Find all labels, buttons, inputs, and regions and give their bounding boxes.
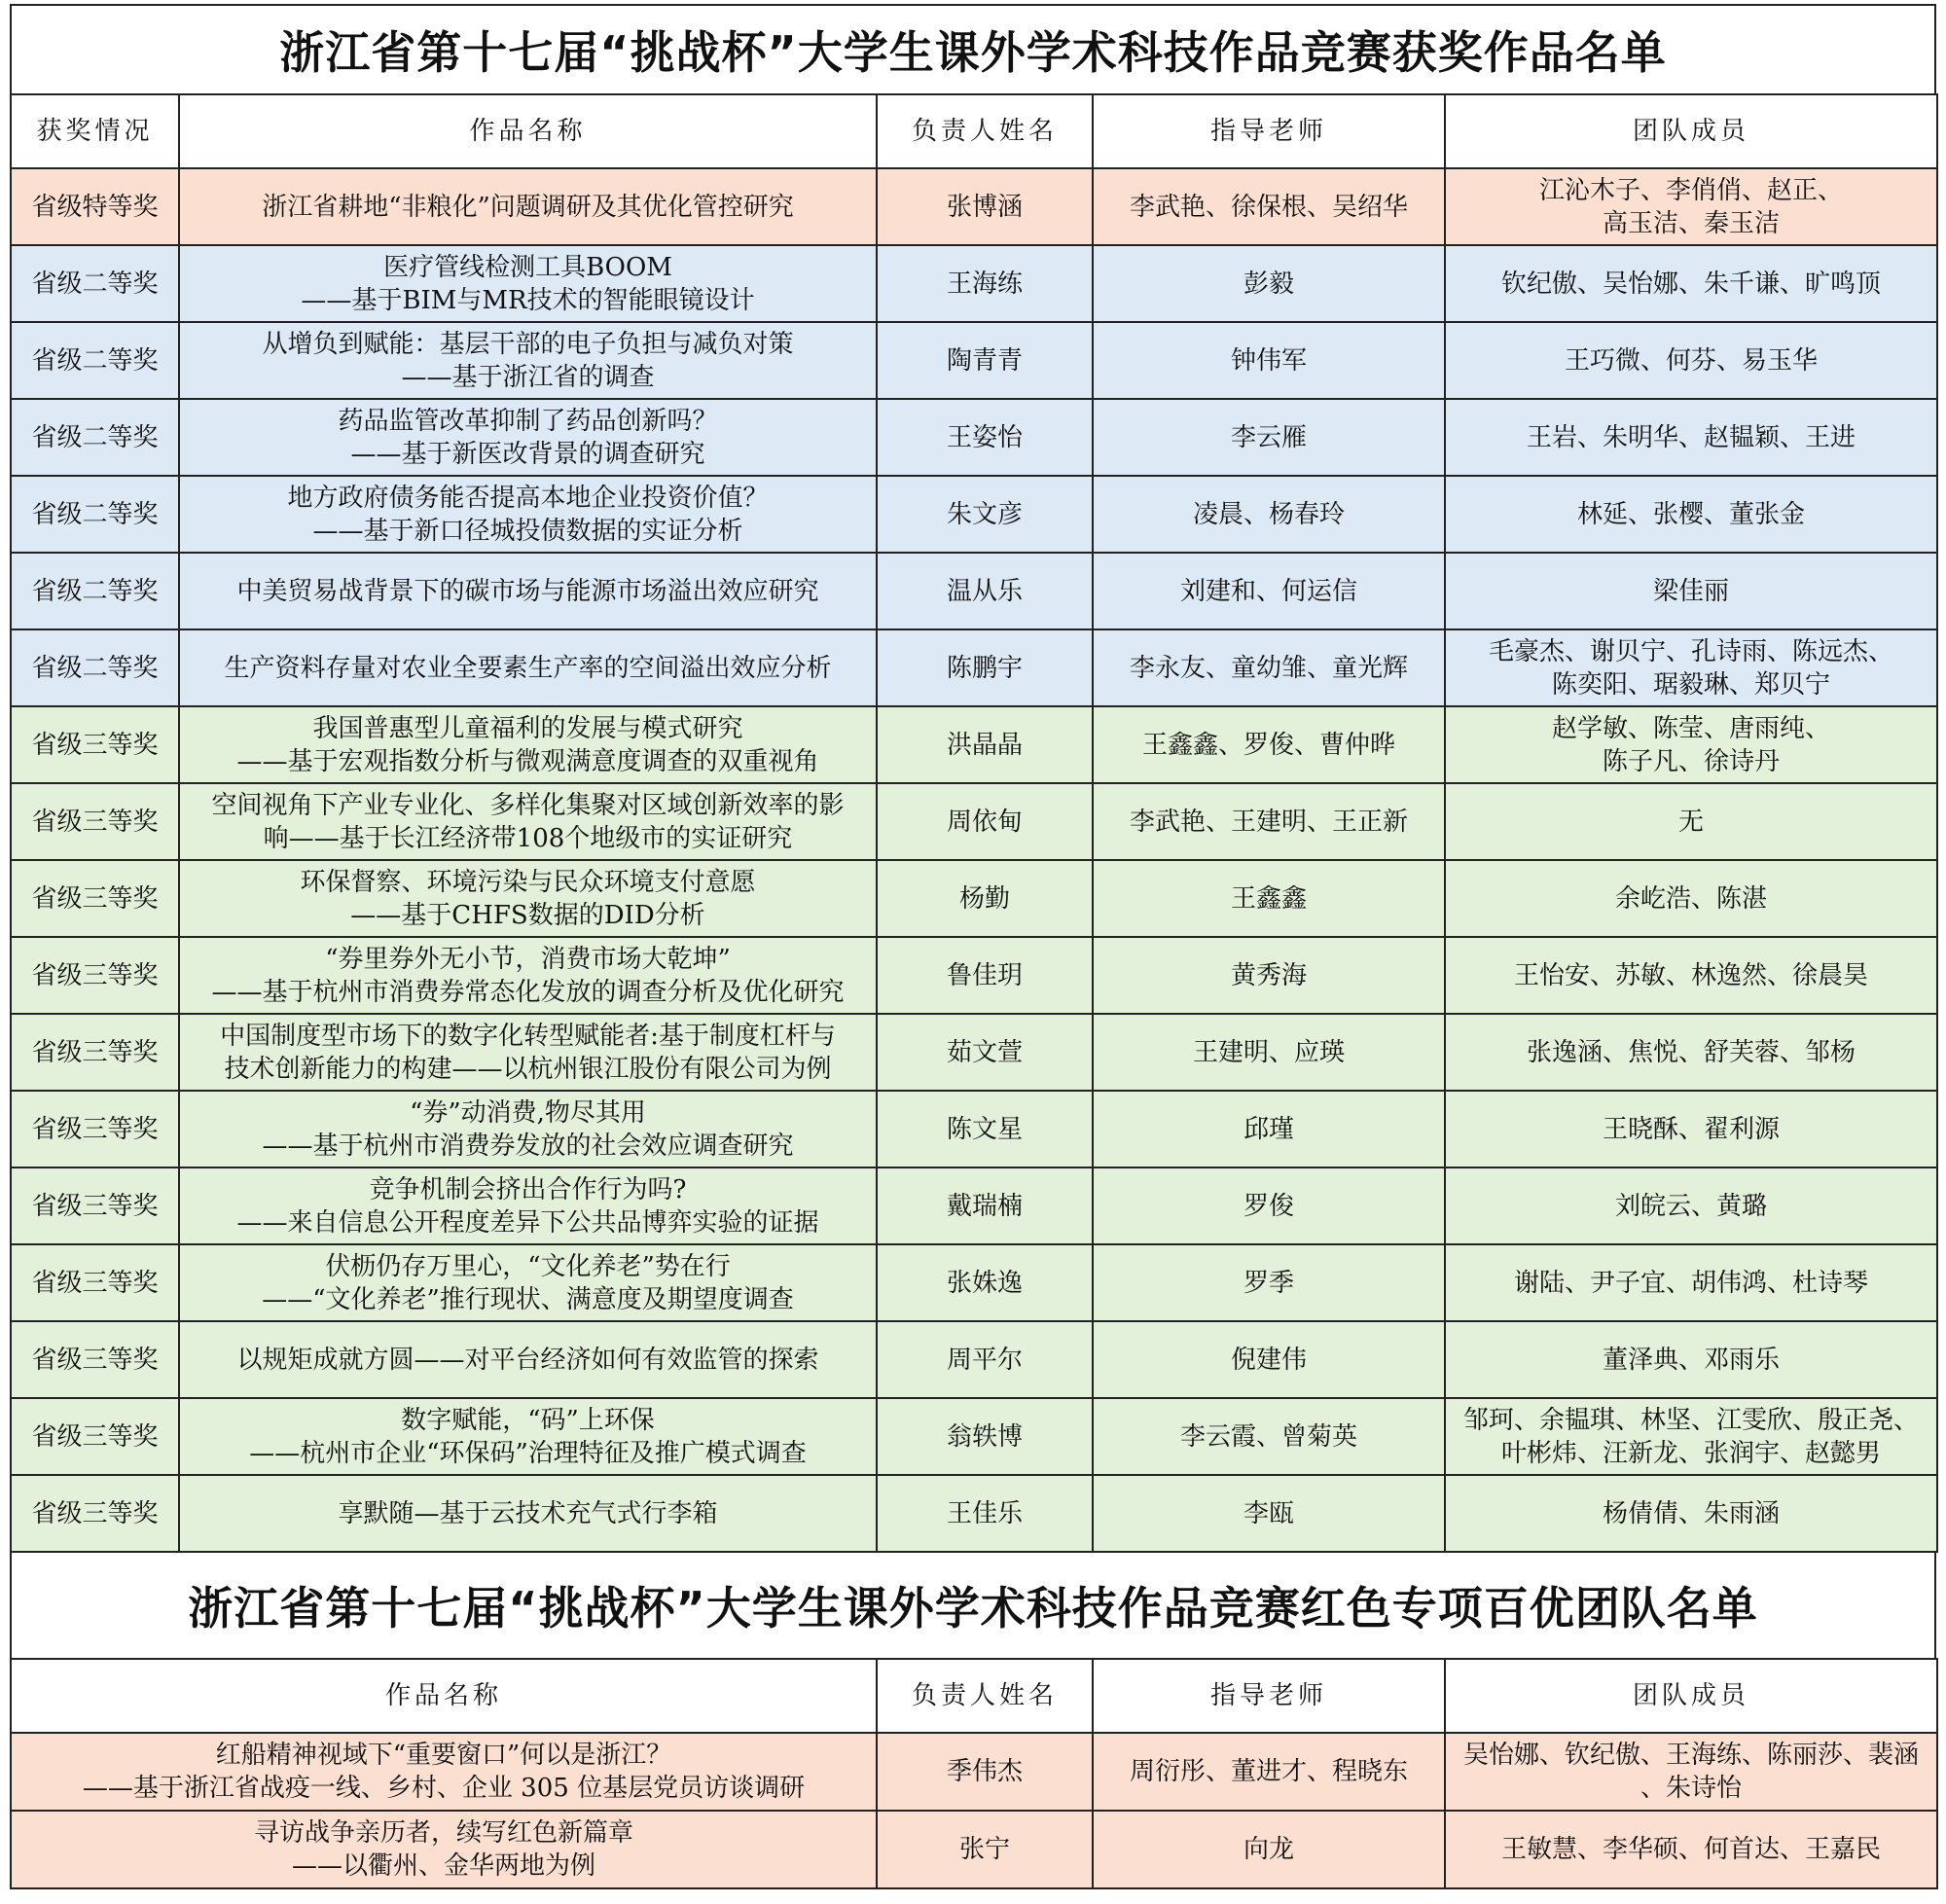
team-members-line: 钦纪傲、吴怡娜、朱千谦、旷鸣顶 [1500, 269, 1881, 299]
team-members [1445, 476, 1937, 553]
work-title [179, 937, 877, 1014]
work-title-line: 药品监管改革抑制了药品创新吗？ [338, 406, 718, 436]
work-title-line: ——来自信息公开程度差异下公共品博弈实验的证据 [236, 1207, 819, 1238]
leader-name: 杨勤 [877, 860, 1093, 937]
work-title-line: ——“文化养老”推行现状、满意度及期望度调查 [262, 1284, 794, 1314]
advisor-names: 凌晨、杨春玲 [1093, 476, 1445, 553]
team-members-line: 叶彬炜、汪新龙、张润宇、赵懿男 [1500, 1438, 1881, 1468]
team-members-line: 董泽典、邓雨乐 [1602, 1345, 1780, 1375]
leader-name: 张博涵 [877, 168, 1093, 245]
team-members [1445, 1014, 1937, 1091]
header-work: 作品名称 [179, 94, 877, 168]
award-level: 省级二等奖 [11, 553, 179, 629]
leader-name: 陈文星 [877, 1091, 1093, 1168]
award-list-sheet [10, 4, 1936, 1889]
table-row [11, 1811, 1937, 1888]
table-row [11, 168, 1937, 245]
leader-name: 洪晶晶 [877, 706, 1093, 783]
team-members [1445, 860, 1937, 937]
red-header-advisor: 指导老师 [1093, 1659, 1445, 1733]
advisor-names: 邱瑾 [1093, 1091, 1445, 1168]
table-row [11, 322, 1937, 399]
advisor-names: 王鑫鑫、罗俊、曹仲晔 [1093, 706, 1445, 783]
work-title-line: ——以衢州、金华两地为例 [291, 1851, 595, 1881]
work-title [179, 1168, 877, 1244]
advisor-names: 李武艳、徐保根、吴绍华 [1093, 168, 1445, 245]
leader-name: 陶青青 [877, 322, 1093, 399]
work-title-line: 伏枥仍存万里心，“文化养老”势在行 [325, 1251, 731, 1281]
leader-name: 周依甸 [877, 783, 1093, 860]
table-row [11, 399, 1937, 476]
advisor-names: 王鑫鑫 [1093, 860, 1445, 937]
table-row [11, 1398, 1937, 1475]
header-advisor: 指导老师 [1093, 94, 1445, 168]
leader-name: 戴瑞楠 [877, 1168, 1093, 1244]
award-level: 省级三等奖 [11, 1014, 179, 1091]
team-members [1445, 1475, 1937, 1552]
work-title [179, 629, 877, 706]
header-members: 团队成员 [1445, 94, 1937, 168]
work-title-line: ——基于浙江省战疫一线、乡村、企业 305 位基层党员访谈调研 [82, 1774, 806, 1803]
team-members [1445, 168, 1937, 245]
award-level: 省级三等奖 [11, 860, 179, 937]
award-level: 省级二等奖 [11, 322, 179, 399]
work-title [179, 1475, 877, 1552]
team-members-line: 吴怡娜、钦纪傲、王海练、陈丽莎、裴涵 [1462, 1741, 1919, 1770]
work-title-line: 浙江省耕地“非粮化”问题调研及其优化管控研究 [262, 192, 794, 222]
work-title [179, 783, 877, 860]
team-members-line: 陈奕阳、琚毅琳、郑贝宁 [1551, 669, 1830, 700]
team-members [1445, 1811, 1937, 1888]
work-title [179, 476, 877, 553]
team-members [1445, 1398, 1937, 1475]
advisor-names: 李云雁 [1093, 399, 1445, 476]
team-members-line: 谢陆、尹子宜、胡伟鸿、杜诗琴 [1513, 1268, 1868, 1298]
team-members-line: 毛豪杰、谢贝宁、孔诗雨、陈远杰、 [1488, 636, 1893, 666]
advisor-names: 罗季 [1093, 1244, 1445, 1321]
award-level: 省级三等奖 [11, 1475, 179, 1552]
award-level: 省级二等奖 [11, 476, 179, 553]
leader-name: 朱文彦 [877, 476, 1093, 553]
leader-name: 陈鹏宇 [877, 629, 1093, 706]
work-title-line: ——基于BIM与MR技术的智能眼镜设计 [301, 285, 755, 315]
work-title-line: 中美贸易战背景下的碳市场与能源市场溢出效应研究 [236, 576, 819, 606]
work-title-line: 响——基于长江经济带108个地级市的实证研究 [263, 823, 793, 853]
table-row [11, 1733, 1937, 1811]
work-title-line: 以规矩成就方圆——对平台经济如何有效监管的探索 [236, 1345, 819, 1375]
work-title-line: ——基于宏观指数分析与微观满意度调查的双重视角 [236, 746, 819, 776]
team-members [1445, 1168, 1937, 1244]
work-title [179, 1244, 877, 1321]
advisor-names: 李云霞、曾菊英 [1093, 1398, 1445, 1475]
work-title [179, 1014, 877, 1091]
table-row [11, 783, 1937, 860]
work-title-line: 从增负到赋能：基层干部的电子负担与减负对策 [262, 329, 794, 359]
work-title-line: 技术创新能力的构建——以杭州银江股份有限公司为例 [224, 1054, 832, 1084]
work-title [179, 1321, 877, 1398]
leader-name: 温从乐 [877, 553, 1093, 629]
award-level: 省级二等奖 [11, 399, 179, 476]
team-members [1445, 399, 1937, 476]
work-title [179, 1398, 877, 1475]
work-title-line: ——杭州市企业“环保码”治理特征及推广模式调查 [249, 1438, 807, 1468]
table-row [11, 629, 1937, 706]
leader-name: 张姝逸 [877, 1244, 1093, 1321]
award-table [10, 93, 1938, 1553]
leader-name: 王佳乐 [877, 1475, 1093, 1552]
leader-name: 王海练 [877, 245, 1093, 322]
team-members-line: 王敏慧、李华硕、何首达、王嘉民 [1500, 1835, 1881, 1864]
team-members-line: 赵学敏、陈莹、唐雨纯、 [1551, 713, 1830, 743]
team-members-line: 王怡安、苏敏、林逸然、徐晨昊 [1513, 960, 1868, 990]
work-title [179, 245, 877, 322]
table-row [11, 476, 1937, 553]
advisor-names: 向龙 [1093, 1811, 1445, 1888]
work-title-line: “券”动消费,物尽其用 [410, 1097, 646, 1128]
leader-name: 王姿怡 [877, 399, 1093, 476]
leader-name: 张宁 [877, 1811, 1093, 1888]
header-leader: 负责人姓名 [877, 94, 1093, 168]
work-title-line: 我国普惠型儿童福利的发展与模式研究 [312, 713, 743, 743]
award-list-title: 浙江省第十七届“挑战杯”大学生课外学术科技作品竞赛获奖作品名单 [10, 4, 1936, 93]
table-row [11, 553, 1937, 629]
table-row [11, 1244, 1937, 1321]
team-members-line: 王岩、朱明华、赵韫颖、王进 [1526, 422, 1856, 452]
team-members-line: 王巧微、何芬、易玉华 [1564, 345, 1818, 376]
red-header-work: 作品名称 [11, 1659, 877, 1733]
table-row [11, 1321, 1937, 1398]
award-table-header [11, 94, 1937, 168]
team-members [1445, 1733, 1937, 1811]
work-title-line: 中国制度型市场下的数字化转型赋能者:基于制度杠杆与 [220, 1021, 836, 1051]
leader-name: 茹文萱 [877, 1014, 1093, 1091]
award-level: 省级三等奖 [11, 937, 179, 1014]
work-title-line: 红船精神视域下“重要窗口”何以是浙江？ [215, 1741, 672, 1770]
advisor-names: 刘建和、何运信 [1093, 553, 1445, 629]
work-title [179, 1091, 877, 1168]
work-title [179, 399, 877, 476]
advisor-names: 李瓯 [1093, 1475, 1445, 1552]
work-title-line: 医疗管线检测工具BOOM [383, 252, 672, 282]
team-members [1445, 1321, 1937, 1398]
work-title-line: 数字赋能，“码”上环保 [401, 1405, 655, 1435]
table-row [11, 1475, 1937, 1552]
leader-name: 周平尔 [877, 1321, 1093, 1398]
award-level: 省级三等奖 [11, 1398, 179, 1475]
team-members [1445, 245, 1937, 322]
red-header-leader: 负责人姓名 [877, 1659, 1093, 1733]
team-members [1445, 937, 1937, 1014]
advisor-names: 李永友、童幼雏、童光辉 [1093, 629, 1445, 706]
table-row [11, 1091, 1937, 1168]
team-members [1445, 706, 1937, 783]
award-level: 省级三等奖 [11, 1321, 179, 1398]
team-members-line: 陈子凡、徐诗丹 [1602, 746, 1780, 776]
work-title-line: 享默随—基于云技术充气式行李箱 [338, 1498, 718, 1528]
award-level: 省级二等奖 [11, 629, 179, 706]
team-members [1445, 1244, 1937, 1321]
table-row [11, 245, 1937, 322]
work-title [179, 553, 877, 629]
work-title [179, 322, 877, 399]
team-members-line: 邹珂、余韫琪、林坚、江雯欣、殷正尧、 [1462, 1405, 1919, 1435]
work-title [179, 706, 877, 783]
leader-name: 季伟杰 [877, 1733, 1093, 1811]
team-members [1445, 1091, 1937, 1168]
red-list-title: 浙江省第十七届“挑战杯”大学生课外学术科技作品竞赛红色专项百优团队名单 [10, 1553, 1936, 1658]
award-level: 省级三等奖 [11, 783, 179, 860]
work-title-line: 生产资料存量对农业全要素生产率的空间溢出效应分析 [224, 653, 832, 683]
team-members-line: 刘皖云、黄璐 [1614, 1191, 1767, 1221]
header-award: 获奖情况 [11, 94, 179, 168]
table-row [11, 860, 1937, 937]
leader-name: 翁轶博 [877, 1398, 1093, 1475]
advisor-names: 王建明、应瑛 [1093, 1014, 1445, 1091]
award-level: 省级三等奖 [11, 1168, 179, 1244]
award-level: 省级二等奖 [11, 245, 179, 322]
award-level: 省级三等奖 [11, 706, 179, 783]
advisor-names: 李武艳、王建明、王正新 [1093, 783, 1445, 860]
table-row [11, 1168, 1937, 1244]
work-title-line: ——基于CHFS数据的DID分析 [350, 900, 705, 930]
team-members-line: 江沁木子、李俏俏、赵正、 [1538, 175, 1843, 205]
work-title-line: 寻访战争亲历者，续写红色新篇章 [253, 1818, 633, 1848]
work-title-line: 地方政府债务能否提高本地企业投资价值？ [287, 483, 769, 513]
team-members-line: 无 [1677, 807, 1704, 837]
award-level: 省级三等奖 [11, 1244, 179, 1321]
award-level: 省级三等奖 [11, 1091, 179, 1168]
red-table-header [11, 1659, 1937, 1733]
team-members-line: 梁佳丽 [1652, 576, 1729, 606]
team-members-line: 王晓酥、翟利源 [1602, 1114, 1780, 1144]
work-title [179, 168, 877, 245]
work-title [11, 1811, 877, 1888]
team-members-line: 张逸涵、焦悦、舒芙蓉、邹杨 [1526, 1037, 1856, 1067]
team-members [1445, 322, 1937, 399]
advisor-names: 钟伟军 [1093, 322, 1445, 399]
advisor-names: 周衍彤、董进才、程晓东 [1093, 1733, 1445, 1811]
table-row [11, 706, 1937, 783]
team-members [1445, 553, 1937, 629]
work-title-line: ——基于杭州市消费券常态化发放的调查分析及优化研究 [211, 977, 845, 1007]
team-members [1445, 783, 1937, 860]
team-members-line: 高玉洁、秦玉洁 [1602, 208, 1780, 238]
advisor-names: 彭毅 [1093, 245, 1445, 322]
award-level: 省级特等奖 [11, 168, 179, 245]
team-members [1445, 629, 1937, 706]
work-title-line: 竞争机制会挤出合作行为吗? [369, 1174, 687, 1204]
advisor-names: 倪建伟 [1093, 1321, 1445, 1398]
team-members-line: 、朱诗怡 [1640, 1774, 1742, 1803]
red-header-members: 团队成员 [1445, 1659, 1937, 1733]
advisor-names: 黄秀海 [1093, 937, 1445, 1014]
team-members-line: 杨倩倩、朱雨涵 [1602, 1498, 1780, 1528]
work-title [11, 1733, 877, 1811]
red-table [10, 1658, 1938, 1889]
team-members-line: 余屹浩、陈湛 [1614, 883, 1767, 914]
advisor-names: 罗俊 [1093, 1168, 1445, 1244]
work-title-line: “券里券外无小节，消费市场大乾坤” [325, 944, 731, 974]
work-title-line: ——基于新口径城投债数据的实证分析 [312, 516, 743, 546]
leader-name: 鲁佳玥 [877, 937, 1093, 1014]
table-row [11, 937, 1937, 1014]
work-title-line: ——基于杭州市消费券发放的社会效应调查研究 [262, 1131, 794, 1161]
work-title [179, 860, 877, 937]
work-title-line: ——基于新医改背景的调查研究 [350, 439, 705, 469]
work-title-line: 环保督察、环境污染与民众环境支付意愿 [300, 867, 756, 897]
work-title-line: 空间视角下产业专业化、多样化集聚对区域创新效率的影 [211, 790, 845, 820]
team-members-line: 林延、张樱、董张金 [1576, 499, 1805, 529]
table-row [11, 1014, 1937, 1091]
work-title-line: ——基于浙江省的调查 [401, 362, 655, 392]
